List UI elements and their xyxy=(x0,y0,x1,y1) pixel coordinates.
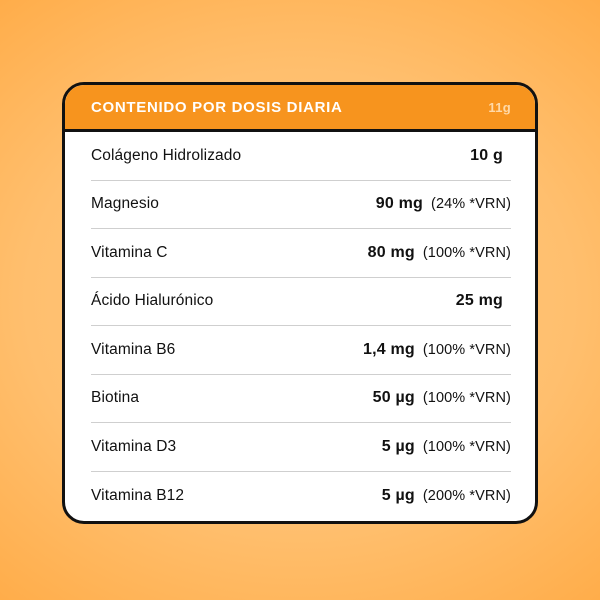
nutrient-values xyxy=(456,292,511,310)
nutrient-name: Vitamina C xyxy=(91,243,168,261)
nutrient-values xyxy=(368,244,511,262)
nutrient-name: Colágeno Hidrolizado xyxy=(91,146,242,164)
nutrient-values xyxy=(470,147,511,165)
table-row xyxy=(91,472,511,521)
nutrient-vrn: (100% *VRN) xyxy=(422,438,511,455)
table-row xyxy=(91,375,511,424)
table-row xyxy=(91,423,511,472)
nutrient-amount: 10 g xyxy=(470,146,503,164)
nutrient-name: Magnesio xyxy=(91,195,160,213)
nutrient-amount: 5 µg xyxy=(381,486,415,504)
nutrient-amount: 25 mg xyxy=(455,292,503,310)
table-row xyxy=(91,278,511,327)
nutrient-vrn: (24% *VRN) xyxy=(431,196,511,213)
nutrient-values xyxy=(363,341,511,359)
table-row xyxy=(91,132,511,181)
daily-dose-value: 11g xyxy=(488,99,511,115)
nutrient-amount: 90 mg xyxy=(375,195,424,213)
nutrient-values xyxy=(382,487,511,505)
nutrient-name: Ácido Hialurónico xyxy=(91,292,214,310)
nutrient-name: Vitamina B12 xyxy=(91,486,185,504)
nutrient-vrn: (100% *VRN) xyxy=(422,390,511,407)
nutrient-vrn: (100% *VRN) xyxy=(422,341,511,358)
nutrient-values xyxy=(382,438,511,456)
table-row xyxy=(91,326,511,375)
nutrient-amount: 1,4 mg xyxy=(362,340,415,358)
nutrient-name: Vitamina D3 xyxy=(91,437,177,455)
nutrient-amount: 50 µg xyxy=(372,389,415,407)
nutrient-rows xyxy=(65,132,535,520)
nutrient-values xyxy=(373,389,511,407)
panel-title: CONTENIDO POR DOSIS DIARIA xyxy=(91,98,343,116)
nutrition-facts-panel xyxy=(62,82,538,524)
nutrient-name: Biotina xyxy=(91,389,140,407)
nutrient-values xyxy=(376,195,511,213)
nutrient-name: Vitamina B6 xyxy=(91,340,176,358)
nutrient-amount: 80 mg xyxy=(367,243,415,261)
nutrient-amount: 5 µg xyxy=(381,437,415,455)
table-row xyxy=(91,181,511,230)
nutrient-vrn: (200% *VRN) xyxy=(422,487,511,504)
table-row xyxy=(91,229,511,278)
nutrient-vrn: (100% *VRN) xyxy=(422,244,511,261)
panel-header xyxy=(65,85,535,132)
